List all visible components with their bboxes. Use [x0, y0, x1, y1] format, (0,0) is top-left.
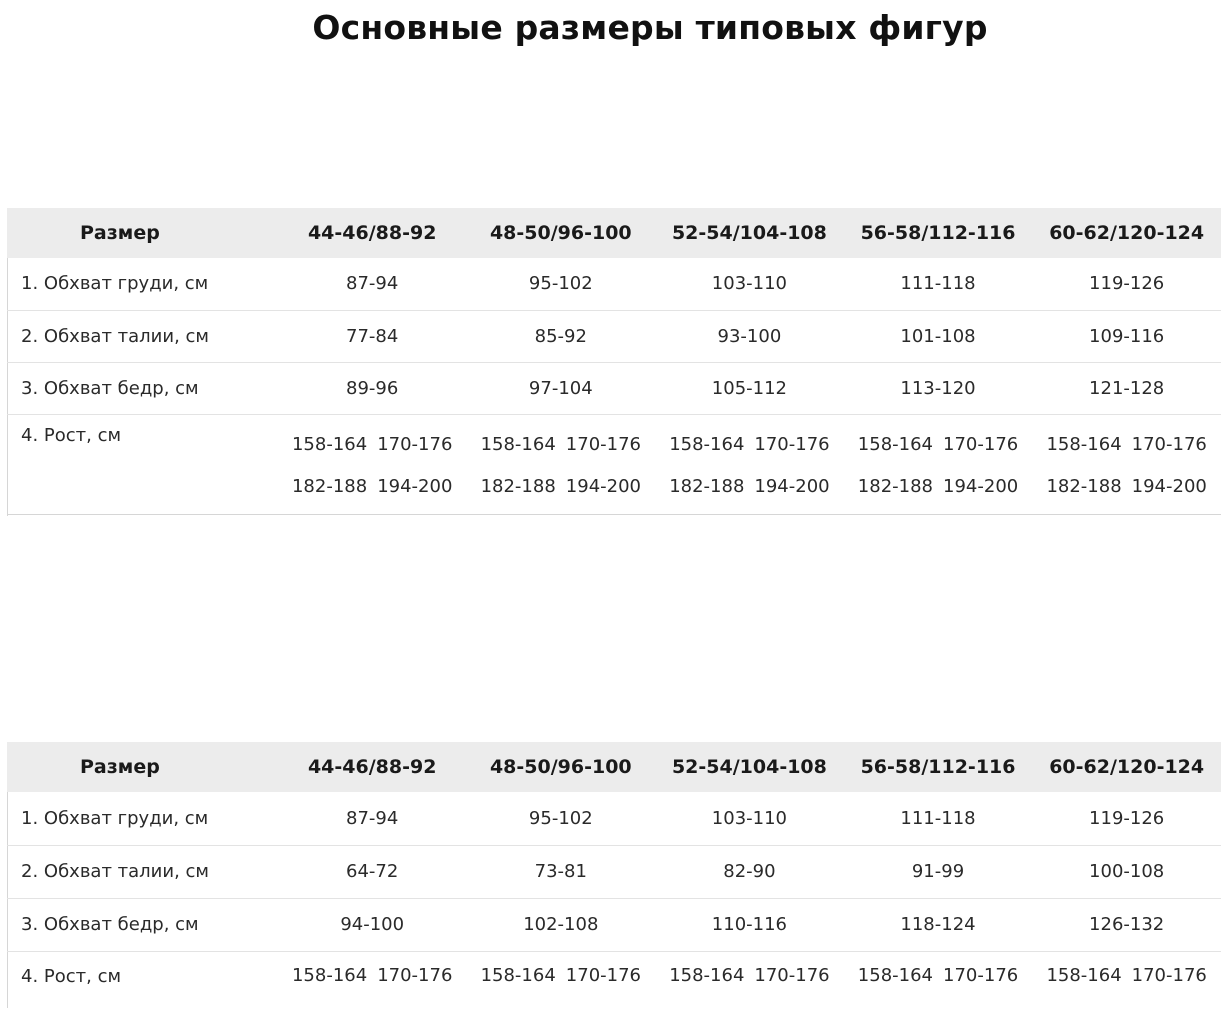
height-cell — [844, 951, 1033, 1001]
table-header-row — [7, 742, 1221, 792]
height-range: 158-164 — [857, 434, 934, 455]
table-cell: 95-102 — [528, 273, 593, 295]
row-label: 2. Обхват талии, см — [21, 325, 209, 347]
height-cell — [844, 414, 1033, 514]
size-header: 44-46/88-92 — [307, 756, 437, 778]
size-table-2 — [7, 742, 1221, 1001]
table-row-height — [7, 951, 1221, 1001]
table-row — [7, 792, 1221, 845]
table-cell: 87-94 — [346, 807, 399, 829]
size-header: 48-50/96-100 — [489, 222, 632, 244]
height-range: 182-188 — [480, 476, 556, 497]
table-row — [7, 310, 1221, 362]
table-cell: 103-110 — [711, 273, 788, 295]
row-label: 1. Обхват груди, см — [21, 273, 209, 295]
size-header: 52-54/104-108 — [671, 756, 827, 778]
table-row — [7, 258, 1221, 310]
table-cell: 89-96 — [346, 377, 399, 399]
size-header: 48-50/96-100 — [489, 756, 632, 778]
size-header: 60-62/120-124 — [1049, 756, 1205, 778]
table-cell: 109-116 — [1089, 325, 1165, 347]
table-header-row — [7, 208, 1221, 258]
table-cell: 87-94 — [346, 273, 399, 295]
height-cell — [655, 951, 844, 1001]
table-row — [7, 845, 1221, 898]
table-row-height — [7, 414, 1221, 514]
height-range: 170-176 — [943, 965, 1019, 987]
table-cell: 64-72 — [346, 861, 399, 882]
table-cell: 93-100 — [717, 325, 782, 347]
height-range: 170-176 — [565, 434, 642, 455]
height-range: 170-176 — [377, 965, 453, 987]
height-range: 182-188 — [1046, 476, 1122, 497]
table-cell: 94-100 — [340, 914, 405, 935]
height-range: 170-176 — [1131, 965, 1207, 987]
height-range: 194-200 — [565, 476, 642, 497]
row-label: 4. Рост, см — [21, 424, 122, 446]
table-cell: 118-124 — [900, 914, 976, 935]
height-range: 158-164 — [291, 965, 368, 987]
size-header-label: Размер — [80, 756, 160, 778]
row-label: 3. Обхват бедр, см — [21, 377, 199, 399]
table-cell: 102-108 — [523, 914, 599, 935]
height-cell — [467, 414, 656, 514]
height-range: 170-176 — [943, 434, 1019, 455]
table-cell: 100-108 — [1089, 861, 1165, 882]
table-cell: 111-118 — [900, 807, 976, 829]
height-range: 158-164 — [1046, 434, 1122, 455]
height-cell — [467, 951, 656, 1001]
table-row — [7, 898, 1221, 951]
height-range: 170-176 — [565, 965, 642, 987]
height-range: 182-188 — [857, 476, 934, 497]
size-header: 56-58/112-116 — [860, 222, 1016, 244]
height-cell — [1032, 414, 1221, 514]
height-range: 194-200 — [943, 476, 1019, 497]
height-cell — [655, 414, 844, 514]
height-cell — [278, 951, 467, 1001]
height-range: 158-164 — [669, 965, 745, 987]
height-range: 158-164 — [291, 434, 368, 455]
height-range: 158-164 — [480, 434, 556, 455]
height-range: 170-176 — [754, 965, 830, 987]
table-cell: 91-99 — [911, 861, 965, 882]
table-cell: 73-81 — [534, 861, 587, 882]
height-range: 158-164 — [1046, 965, 1122, 987]
size-header: 52-54/104-108 — [671, 222, 827, 244]
height-range: 158-164 — [480, 965, 556, 987]
table-cell: 101-108 — [900, 325, 976, 347]
height-cell — [1032, 951, 1221, 1001]
table-cell: 105-112 — [711, 377, 788, 399]
height-cell — [278, 414, 467, 514]
size-header: 60-62/120-124 — [1049, 222, 1205, 244]
table-cell: 126-132 — [1089, 914, 1165, 935]
table-cell: 119-126 — [1089, 807, 1165, 829]
table-cell: 119-126 — [1089, 273, 1165, 295]
table-row — [7, 362, 1221, 414]
row-label: 3. Обхват бедр, см — [21, 914, 199, 935]
table-cell: 95-102 — [528, 807, 593, 829]
height-range: 158-164 — [669, 434, 745, 455]
height-range: 170-176 — [754, 434, 830, 455]
table-cell: 77-84 — [346, 325, 399, 347]
page-title: Основные размеры типовых фигур — [312, 8, 988, 47]
size-header-label: Размер — [80, 222, 160, 244]
table-cell: 85-92 — [534, 325, 587, 347]
height-range: 170-176 — [1131, 434, 1207, 455]
row-label: 1. Обхват груди, см — [21, 807, 209, 829]
height-range: 194-200 — [377, 476, 453, 497]
height-range: 182-188 — [669, 476, 745, 497]
size-header: 56-58/112-116 — [860, 756, 1016, 778]
height-range: 158-164 — [857, 965, 934, 987]
row-label: 4. Рост, см — [21, 965, 122, 987]
size-header: 44-46/88-92 — [307, 222, 437, 244]
row-label: 2. Обхват талии, см — [21, 861, 209, 882]
height-range: 170-176 — [377, 434, 453, 455]
height-range: 182-188 — [291, 476, 368, 497]
table-cell: 103-110 — [711, 807, 788, 829]
table-cell: 111-118 — [900, 273, 976, 295]
table-cell: 82-90 — [723, 861, 776, 882]
table-cell: 121-128 — [1089, 377, 1165, 399]
table-cell: 110-116 — [711, 914, 788, 935]
table-cell: 113-120 — [900, 377, 976, 399]
size-table-1 — [7, 208, 1221, 515]
height-range: 194-200 — [1131, 476, 1207, 497]
table-cell: 97-104 — [528, 377, 593, 399]
height-range: 194-200 — [754, 476, 830, 497]
